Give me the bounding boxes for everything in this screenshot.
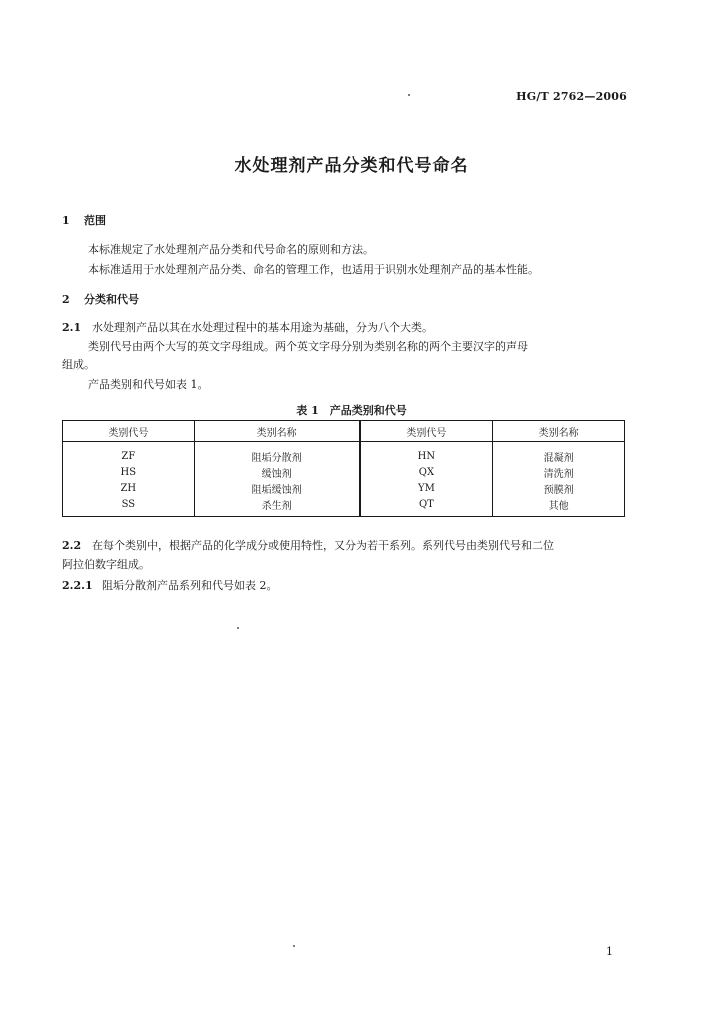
clause-number: 2.2.1 [62, 579, 93, 592]
table-cell: QX [360, 464, 493, 480]
table-row [63, 496, 625, 517]
paragraph-line: 组成。 [62, 358, 95, 371]
table-cell: SS [63, 496, 195, 517]
table-cell: 预膜剂 [543, 484, 574, 496]
clause-text: 阻垢分散剂产品系列和代号如表 2。 [102, 579, 278, 592]
document-title: 水处理剂产品分类和代号命名 [234, 156, 469, 176]
table-cell: HS [63, 464, 195, 480]
table-cell: YM [360, 480, 493, 496]
standard-number: HG/T 2762—2006 [516, 90, 627, 103]
clause-text: 水处理剂产品以其在水处理过程中的基本用途为基础，分为八个大类。 [92, 321, 433, 334]
table-caption: 表 1 产品类别和代号 [296, 404, 407, 417]
scan-speck [237, 627, 239, 629]
table-cell: ZH [63, 480, 195, 496]
clause-2-1 [62, 320, 433, 335]
scan-speck [293, 945, 295, 947]
header-cell: 类别代号 [360, 421, 493, 442]
section-title: 分类和代号 [84, 293, 139, 306]
section-title: 范围 [84, 214, 106, 227]
table-cell: 阻垢缓蚀剂 [194, 480, 359, 496]
table-cell: QT [360, 496, 493, 517]
clause-2-2 [62, 538, 554, 553]
clause-number: 2.1 [62, 321, 82, 334]
category-code-table [62, 420, 625, 517]
section-number: 1 [62, 214, 70, 227]
table-cell: 缓蚀剂 [194, 464, 359, 480]
page-number: 1 [606, 945, 613, 958]
table-header-row [63, 421, 625, 442]
clause-text: 在每个类别中，根据产品的化学成分或使用特性，又分为若干系列。系列代号由类别代号和二位 [92, 539, 554, 552]
paragraph: 本标准规定了水处理剂产品分类和代号命名的原则和方法。 [88, 243, 374, 256]
clause-number: 2.2 [62, 539, 82, 552]
section-1-heading [62, 212, 106, 228]
header-cell: 类别代号 [63, 421, 195, 442]
paragraph: 本标准适用于水处理剂产品分类、命名的管理工作，也适用于识别水处理剂产品的基本性能。 [88, 263, 539, 276]
paragraph: 产品类别和代号如表 1。 [88, 378, 209, 391]
scan-speck [408, 94, 410, 96]
paragraph-line: 阿拉伯数字组成。 [62, 558, 150, 571]
section-number: 2 [62, 293, 70, 306]
table-cell: HN [360, 442, 493, 465]
section-2-heading [62, 291, 139, 307]
table-cell: ZF [63, 442, 195, 465]
header-cell: 类别名称 [493, 421, 625, 442]
table-row [63, 464, 625, 480]
table-cell: 其他 [548, 500, 569, 512]
table-row [63, 442, 625, 465]
table-cell: 混凝剂 [543, 452, 574, 464]
table-cell: 清洗剂 [543, 468, 574, 480]
table-row [63, 480, 625, 496]
table-cell: 杀生剂 [194, 496, 359, 517]
clause-2-2-1 [62, 578, 278, 593]
table-cell: 阻垢分散剂 [194, 442, 359, 465]
header-cell: 类别名称 [194, 421, 359, 442]
paragraph-line: 类别代号由两个大写的英文字母组成。两个英文字母分别为类别名称的两个主要汉字的声母 [88, 340, 528, 353]
